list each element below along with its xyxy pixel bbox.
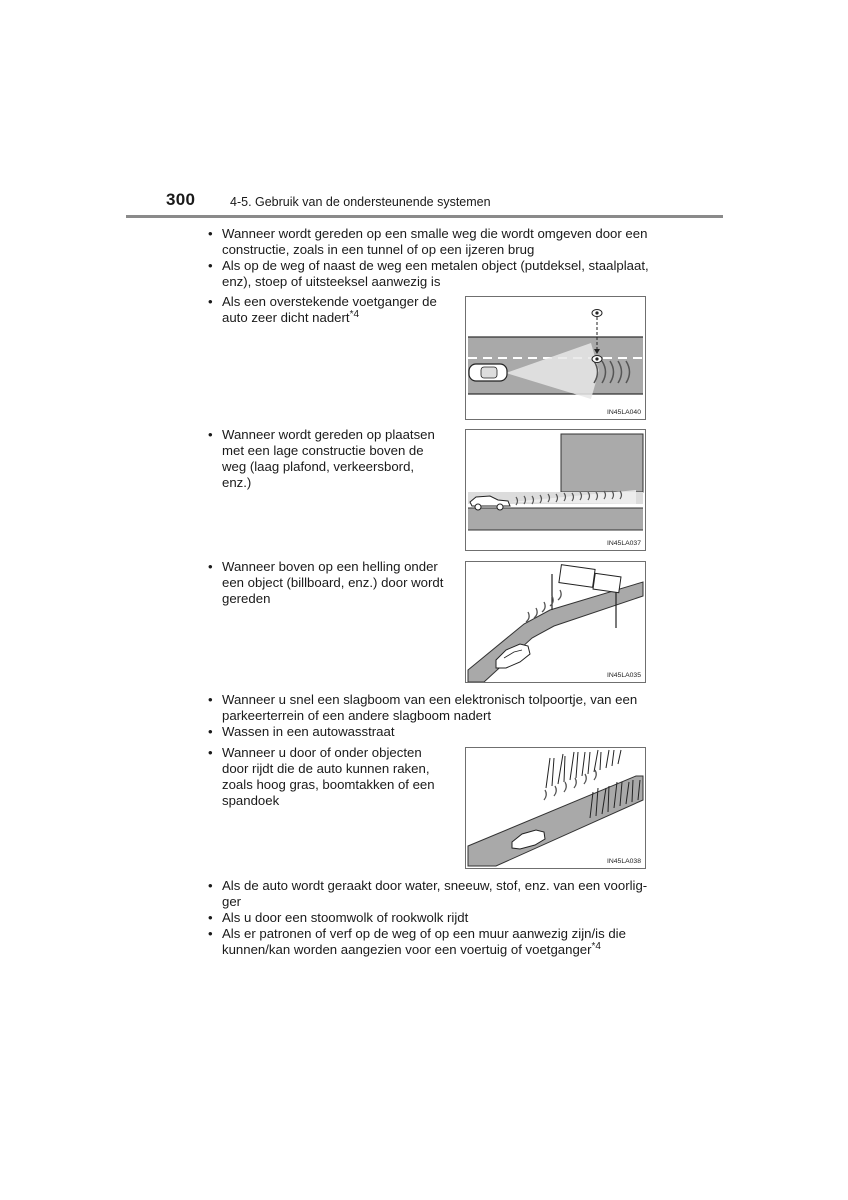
bullet-text: door rijdt die de auto kunnen raken, bbox=[222, 761, 430, 776]
bullet-text: weg (laag plafond, verkeersbord, bbox=[222, 459, 415, 474]
bullet-text: een object (billboard, enz.) door wordt bbox=[222, 575, 444, 590]
figure-hill-billboard bbox=[465, 561, 646, 683]
bullet-text: Wanneer wordt gereden op plaatsen bbox=[222, 427, 435, 442]
bullet-text: parkeerterrein of een andere slagboom nadert bbox=[222, 708, 492, 723]
figure-code: IN45LA035 bbox=[606, 672, 641, 679]
footnote-ref: *4 bbox=[349, 309, 360, 320]
bullet-dot: • bbox=[208, 878, 213, 893]
footnote-ref: *4 bbox=[591, 941, 601, 952]
figure-tall-grass bbox=[465, 747, 646, 869]
bullet-text: Wassen in een autowasstraat bbox=[222, 724, 395, 739]
bullet-hill-billboard bbox=[208, 559, 448, 607]
figure-low-structure bbox=[465, 429, 646, 551]
bullet-text: zoals hoog gras, boomtakken of een bbox=[222, 777, 435, 792]
bullet-dot: • bbox=[208, 427, 213, 442]
bullet-text: met een lage constructie boven de bbox=[222, 443, 424, 458]
bullet-metal-object bbox=[208, 258, 662, 290]
bullet-dot: • bbox=[208, 724, 213, 739]
bullet-dot: • bbox=[208, 745, 213, 760]
bullet-text: Als er patronen of verf op de weg of op een muur aanwezig zijn/is die bbox=[222, 926, 626, 941]
bullet-text: kunnen/kan worden aangezien voor een voertuig of voetganger bbox=[222, 942, 592, 957]
bullet-paint-patterns bbox=[208, 926, 662, 958]
bullet-toll-barrier bbox=[208, 692, 662, 724]
bullet-text-line bbox=[222, 310, 448, 326]
bullet-tall-grass bbox=[208, 745, 448, 809]
bullet-text: Als de auto wordt geraakt door water, sneeuw, stof, enz. van een voorlig- bbox=[222, 878, 648, 893]
bullet-text: ger bbox=[222, 894, 242, 909]
bullet-text: enz), stoep of uitsteeksel aanwezig is bbox=[222, 274, 441, 289]
figure-code: IN45LA037 bbox=[606, 540, 641, 547]
header-rule bbox=[126, 215, 723, 218]
page-number: 300 bbox=[166, 190, 196, 209]
tall-grass-illustration bbox=[466, 748, 645, 868]
bullet-text-line bbox=[222, 942, 662, 958]
bullet-text: spandoek bbox=[222, 793, 280, 808]
hill-billboard-illustration bbox=[466, 562, 645, 682]
bullet-text: Wanneer boven op een helling onder bbox=[222, 559, 438, 574]
bullet-text: Wanneer wordt gereden op een smalle weg die wordt omgeven door een bbox=[222, 226, 648, 241]
bullet-dot: • bbox=[208, 926, 213, 941]
bullet-text: Als een overstekende voetganger de bbox=[222, 294, 437, 309]
bullet-pedestrian bbox=[208, 294, 448, 326]
bullet-water-spray bbox=[208, 878, 662, 910]
bullet-steam-smoke bbox=[208, 910, 662, 926]
figure-code: IN45LA038 bbox=[606, 858, 641, 865]
bullet-dot: • bbox=[208, 559, 213, 574]
bullet-text: constructie, zoals in een tunnel of op een ijzeren brug bbox=[222, 242, 535, 257]
bullet-text: Als op de weg of naast de weg een metalen object (putdeksel, staalplaat, bbox=[222, 258, 649, 273]
bullet-text: Wanneer u snel een slagboom van een elektronisch tolpoortje, van een bbox=[222, 692, 638, 707]
bullet-text: gereden bbox=[222, 591, 271, 606]
bullet-low-structure bbox=[208, 427, 448, 491]
low-structure-illustration bbox=[466, 430, 645, 550]
section-title: 4-5. Gebruik van de ondersteunende systemen bbox=[230, 195, 491, 209]
bullet-car-wash bbox=[208, 724, 662, 740]
bullet-dot: • bbox=[208, 910, 213, 925]
pedestrian-illustration bbox=[466, 297, 645, 419]
bullet-dot: • bbox=[208, 226, 213, 241]
bullet-dot: • bbox=[208, 258, 213, 273]
bullet-dot: • bbox=[208, 294, 213, 309]
bullet-text: Als u door een stoomwolk of rookwolk rijdt bbox=[222, 910, 469, 925]
bullet-narrow-road bbox=[208, 226, 662, 258]
figure-code: IN45LA040 bbox=[606, 409, 641, 416]
figure-pedestrian bbox=[465, 296, 646, 420]
bullet-text: Wanneer u door of onder objecten bbox=[222, 745, 422, 760]
bullet-text: auto zeer dicht nadert bbox=[222, 310, 350, 325]
bullet-dot: • bbox=[208, 692, 213, 707]
bullet-text: enz.) bbox=[222, 475, 252, 490]
